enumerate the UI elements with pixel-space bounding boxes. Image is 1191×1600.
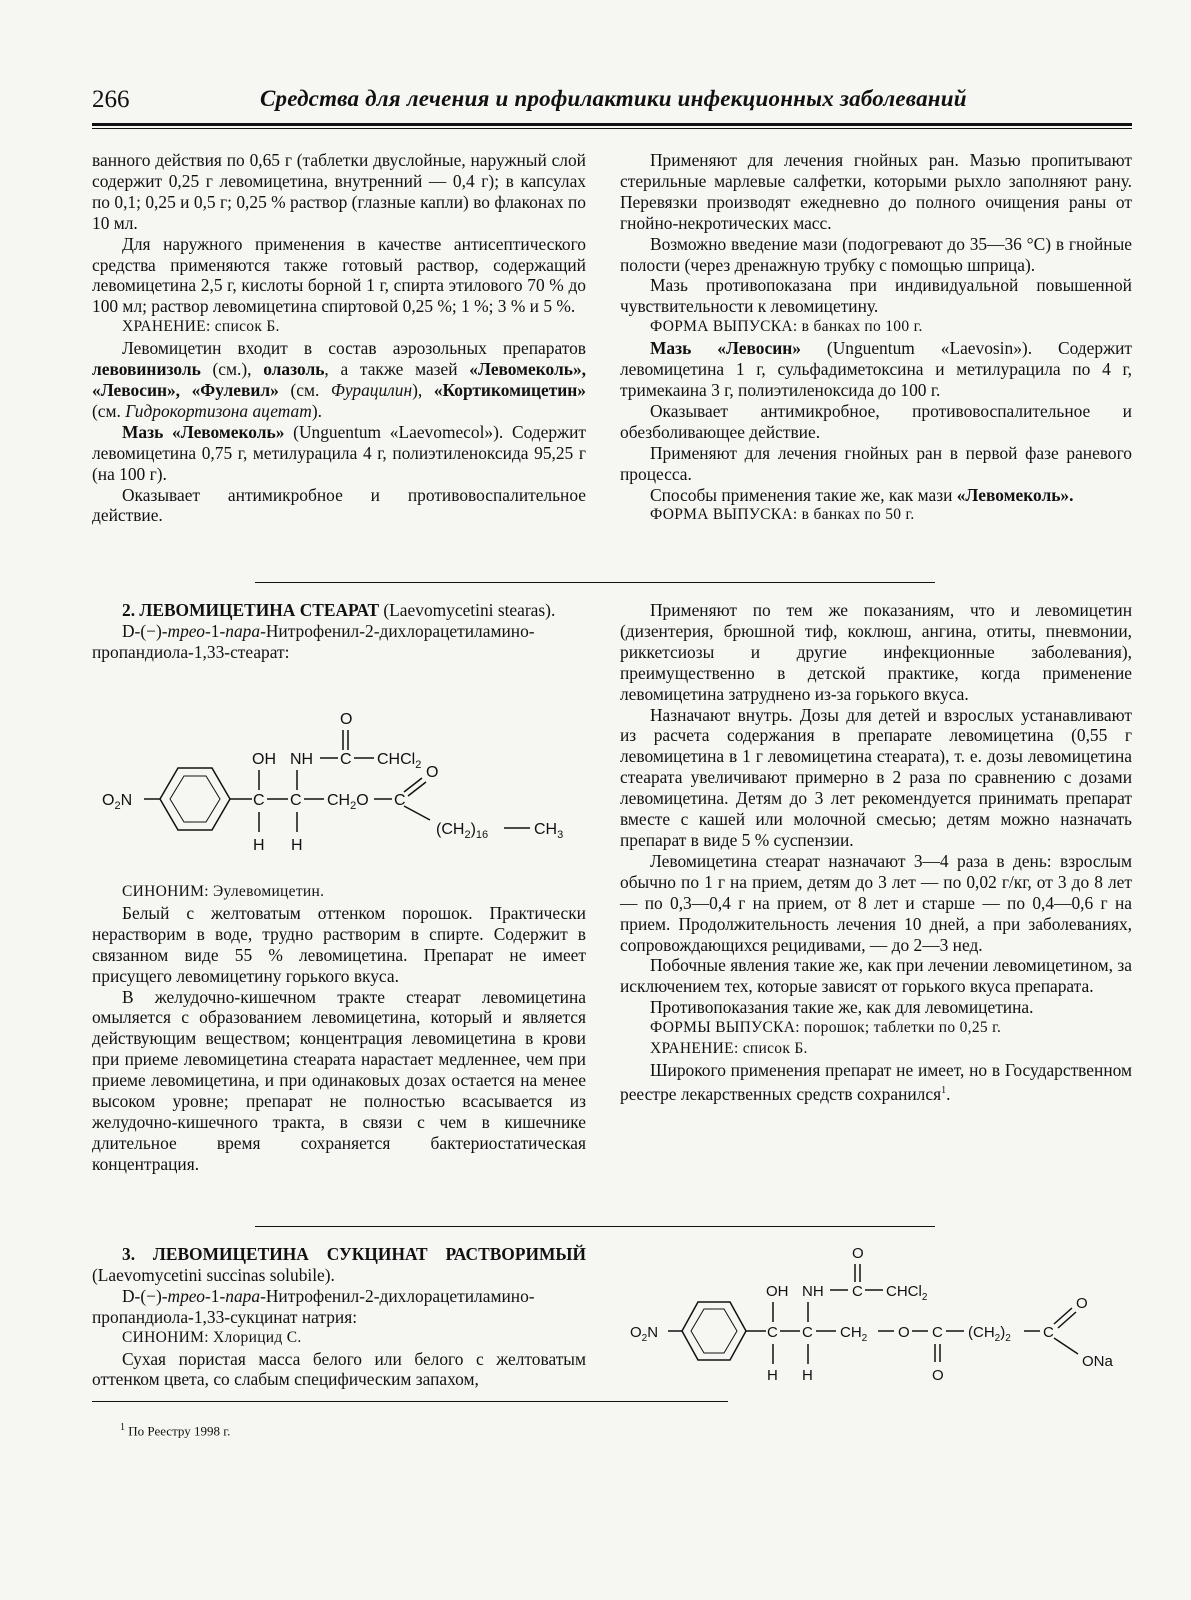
- footnote-rule: [92, 1401, 728, 1402]
- chemical-name: D-(−)-трео-1-пара-Нитрофенил-2-дихлорацетиламино-пропандиола-1,33-стеарат:: [92, 620, 535, 662]
- paragraph: Левомицетина стеарат назначают 3—4 раза в день: взрослым обычно по 1 г на прием, детям до 3 лет — по 0,02 г/кг, от 3 до 8 лет — по 0,3—0,4 г на прием, от 8 лет и старше — по 0,4—0,6 г на прием. Продолжительность лечения 10 дней, а при заболеваниях, сопровождающихся рецидивами, — до 2—3 нед.: [620, 850, 1132, 955]
- section-2-left: [92, 600, 586, 663]
- svg-text:O: O: [932, 1367, 944, 1384]
- paragraph: Мазь «Левомеколь» (Unguentum «Laevomecol»). Содержит левомицетина 0,75 г, метилурацила 4 г, полиэтиленоксида 95,25 г (на 100 г).: [92, 421, 586, 484]
- svg-text:NH: NH: [802, 1283, 824, 1300]
- paragraph: В желудочно-кишечном тракте стеарат левомицетина омыляется с образованием левомицетина, который и является действующим веществом; концентрация левомицетина в крови при приеме левомицетина стеарата нарастает медленнее, чем при приеме левомицетина, и при одинаковых дозах остается на менее высоком уровне; препарат не полностью всасывается из желудочно-кишечного тракта, в связи с чем в кишечнике длительное время сохраняется бактериостатическая концентрация.: [92, 986, 586, 1174]
- atom-label: OH: [252, 751, 276, 768]
- synonym: СИНОНИМ: Хлорицид С.: [122, 1328, 302, 1346]
- section-divider: [255, 1226, 935, 1227]
- header-rule-thin: [92, 128, 1132, 129]
- paragraph: Побочные явления такие же, как при лечении левомицетином, за исключением тех, которые зависят от горького вкуса препарата.: [620, 955, 1132, 997]
- atom-label: NH: [290, 751, 314, 768]
- svg-text:C: C: [767, 1324, 778, 1341]
- top-left-column: [92, 150, 586, 526]
- svg-text:C: C: [1043, 1324, 1054, 1341]
- paragraph: Способы применения такие же, как мази «Левомеколь».: [650, 484, 1074, 505]
- svg-text:CH2O: $CH_2O$: [327, 792, 369, 812]
- svg-text:C: C: [932, 1324, 943, 1341]
- paragraph: Применяют для лечения гнойных ран. Мазью пропитывают стерильные марлевые салфетки, которыми рыхло заполняют рану. Перевязки производят ежедневно до полного очищения раны от гнойно-некротических масс.: [620, 150, 1132, 233]
- paragraph: Мазь «Левосин» (Unguentum «Laevosin»). Содержит левомицетина 1 г, сульфадиметоксина и метилурацила по 4 г, тримекаина 3 г, полиэтиленоксида до 100 г.: [620, 338, 1132, 400]
- section-title: 2. ЛЕВОМИЦЕТИНА СТЕАРАТ (Laevomycetini stearas).: [122, 600, 556, 620]
- svg-text:CH3: $CH_3$: [534, 821, 564, 841]
- paragraph: Применяют по тем же показаниям, что и левомицетин (дизентерия, брюшной тиф, коклюш, ангина, отиты, пневмонии, риккетсиозы и другие инфекционные заболевания), преимущественно в детской практике, когда применение левомицетина затруднено из-за горького вкуса.: [620, 600, 1132, 704]
- svg-text:CHCl2: CHCl$_2$: [377, 751, 422, 771]
- paragraph: ванного действия по 0,65 г (таблетки двуслойные, наружный слой содержит 0,25 г левомицетина, внутренний — 0,4 г); в капсулах по 0,1; 0,25 и 0,5 г; 0,25 % раствор (глазные капли) во флаконах по 10 мл.: [92, 150, 586, 233]
- chemical-name: D-(−)-трео-1-пара-Нитрофенил-2-дихлорацетиламино-пропандиола-1,33-сукцинат натрия:: [92, 1285, 535, 1327]
- svg-text:C: C: [290, 792, 302, 809]
- paragraph: Для наружного применения в качестве антисептического средства применяются также готовый раствор, содержащий левомицетина 2,5 г, кислоты борной 1 г, спирта этилового 70 % до 100 мл; раствор левомицетина спиртовой 0,25 %; 1 %; 3 % и 5 %.: [92, 233, 586, 317]
- section-divider: [255, 582, 935, 583]
- paragraph: Левомицетин входит в состав аэрозольных препаратов левовинизоль (см.), олазоль, а также мазей «Левомеколь», «Левосин», «Фулевил» (см. Фурацилин), «Кортикомицетин» (см. Гидрокортизона ацетат).: [92, 338, 586, 421]
- svg-text:H: H: [802, 1367, 813, 1384]
- svg-text:C: C: [852, 1283, 863, 1300]
- atom-label: O: [340, 711, 353, 728]
- svg-text:C: C: [802, 1324, 813, 1341]
- svg-text:C: C: [394, 792, 406, 809]
- storage-note: ХРАНЕНИЕ: список Б.: [122, 318, 280, 336]
- storage-note: ХРАНЕНИЕ: список Б.: [650, 1040, 808, 1058]
- structural-formula-stearate: [92, 702, 586, 882]
- top-right-column: [620, 150, 1132, 526]
- paragraph: Сухая пористая масса белого или белого с желтоватым оттенком цвета, со слабым специфическим запахом,: [92, 1348, 586, 1390]
- release-form: ФОРМЫ ВЫПУСКА: порошок; таблетки по 0,25 г.: [650, 1019, 1002, 1037]
- svg-text:ONa: ONa: [1082, 1353, 1113, 1370]
- svg-text:H: H: [253, 837, 265, 854]
- header-rule: [92, 123, 1132, 126]
- svg-text:O2N: $O_2N$: [102, 792, 133, 812]
- paragraph: Применяют для лечения гнойных ран в первой фазе раневого процесса.: [620, 442, 1132, 484]
- svg-text:O: O: [852, 1245, 864, 1262]
- footnote-mark: 1: [120, 1422, 125, 1433]
- paragraph: Широкого применения препарат не имеет, но в Государственном реестре лекарственных средств сохранился$^1$.: [620, 1059, 1132, 1104]
- svg-text:C: C: [253, 792, 265, 809]
- svg-text:O: O: [426, 764, 439, 781]
- paragraph: Возможно введение мази (подогревают до 35—36 °С) в гнойные полости (через дренажную трубку с помощью шприца).: [620, 233, 1132, 275]
- svg-text:O2N: $O_2N$: [630, 1324, 659, 1344]
- section-2-left-text: [92, 882, 586, 1175]
- svg-text:H: H: [767, 1367, 778, 1384]
- paragraph: Мазь противопоказана при индивидуальной повышенной чувствительности к левомицетину.: [620, 275, 1132, 317]
- running-title: Средства для лечения и профилактики инфекционных заболеваний: [260, 86, 967, 111]
- paragraph: Противопоказания такие же, как для левомицетина.: [650, 997, 1034, 1018]
- svg-text:O: O: [898, 1324, 910, 1341]
- release-form: ФОРМА ВЫПУСКА: в банках по 50 г.: [650, 506, 915, 524]
- paragraph: Назначают внутрь. Дозы для детей и взрослых устанавливают из расчета содержания в препарате левомицетина (0,55 г левомицетина в 1 г левомицетина стеарата), т. е. дозы левомицетина стеарата увеличивают примерно в 2 раза по сравнению с дозами левомицетина. Детям до 3 лет рекомендуется принимать препарат вместе с кашей или молочной смесью; детям можно назначать препарат в виде 5 % суспензии.: [620, 704, 1132, 850]
- section-2-right: [620, 600, 1132, 1105]
- svg-text:OH: OH: [766, 1283, 789, 1300]
- svg-text:CH2: $CH_2$: [840, 1324, 868, 1344]
- release-form: ФОРМА ВЫПУСКА: в банках по 100 г.: [650, 318, 923, 336]
- footnote-text: По Реестру 1998 г.: [125, 1423, 231, 1439]
- page-header: [92, 86, 1132, 126]
- paragraph: Оказывает антимикробное и противовоспалительное действие.: [92, 484, 586, 526]
- section-title: 3. ЛЕВОМИЦЕТИНА СУКЦИНАТ РАСТВОРИМЫЙ (Laevomycetini succinas solubile).: [92, 1244, 586, 1285]
- svg-text:H: H: [291, 837, 303, 854]
- atom-label: C: [340, 751, 352, 768]
- paragraph: Оказывает антимикробное, противовоспалительное и обезболивающее действие.: [620, 400, 1132, 442]
- svg-text:O: O: [1076, 1295, 1088, 1312]
- paragraph: Белый с желтоватым оттенком порошок. Практически нерастворим в воде, трудно растворим в спирте. Содержит в связанном виде 55 % левомицетина. Препарат не имеет присущего левомицетину горького вкуса.: [92, 902, 586, 986]
- svg-text:(CH2)2: $(CH_2)_2$: [968, 1324, 1011, 1344]
- svg-text:(CH2)16: $(CH_2)_{16}$: [436, 821, 489, 841]
- page-number: 266: [92, 86, 130, 113]
- synonym: СИНОНИМ: Эулевомицетин.: [122, 883, 325, 900]
- footnote: [120, 1422, 230, 1439]
- section-3-left: [92, 1244, 586, 1390]
- svg-text:CHCl2: CHCl$_2$: [886, 1283, 928, 1303]
- structural-formula-succinate: [630, 1238, 1132, 1408]
